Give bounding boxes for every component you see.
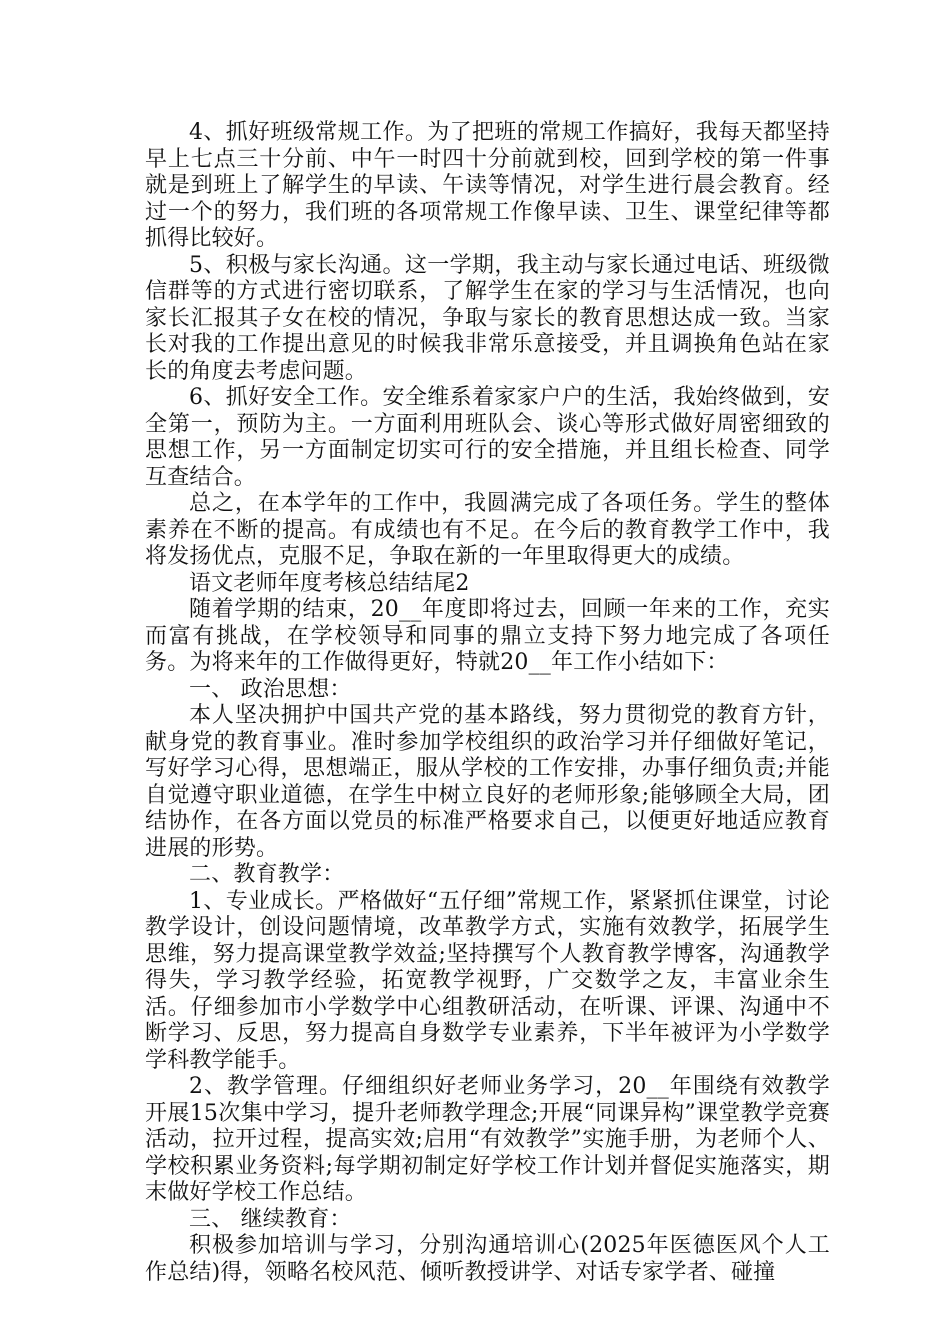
paragraph-class-routine: 4、抓好班级常规工作。为了把班的常规工作搞好，我每天都坚持早上七点三十分前、中午一时四十分前就到校，回到学校的第一件事就是到班上了解学生的早读、午读等情况，对学生进行晨会教育。经过一个的努力，我们班的各项常规工作像早读、卫生、课堂纪律等都抓得比较好。	[145, 120, 830, 251]
paragraph-safety-work: 6、抓好安全工作。安全维系着家家户户的生活，我始终做到，安全第一，预防为主。一方面利用班队会、谈心等形式做好周密细致的思想工作，另一方面制定切实可行的安全措施，并且组长检查、同学互查结合。	[145, 385, 830, 490]
section-title: 语文老师年度考核总结结尾2	[189, 570, 470, 596]
heading-education-teaching: 二、教育教学：	[189, 862, 345, 887]
paragraph-continuing-education: 积极参加培训与学习，分别沟通培训心(2025年医德医风个人工作总结)得，领略名校风范、倾听教授讲学、对话专家学者、碰撞	[145, 1233, 830, 1285]
paragraph-intro: 随着学期的结束，20__年度即将过去，回顾一年来的工作，充实而富有挑战，在学校领导和同事的鼎立支持下努力地完成了各项任务。为将来年的工作做得更好，特就20__年工作小结如下：	[145, 597, 830, 675]
document-body	[145, 120, 830, 1286]
paragraph-professional-growth: 1、专业成长。严格做好“五仔细”常规工作，紧紧抓住课堂，讨论教学设计，创设问题情境，改革教学方式，实施有效教学，拓展学生思维，努力提高课堂教学效益;坚持撰写个人教育教学博客，沟通教学得失，学习教学经验，拓宽教学视野，广交数学之友，丰富业余生活。仔细参加市小学数学中心组教研活动，在听课、评课、沟通中不断学习、反思，努力提高自身数学专业素养，下半年被评为小学数学学科教学能手。	[145, 888, 830, 1073]
heading-political-thought: 一、 政治思想：	[189, 676, 352, 702]
paragraph-political-thought: 本人坚决拥护中国共产党的基本路线，努力贯彻党的教育方针，献身党的教育事业。准时参加学校组织的政治学习并仔细做好笔记，写好学习心得，思想端正，服从学校的工作安排，办事仔细负责;并能自觉遵守职业道德，在学生中树立良好的老师形象;能够顾全大局，团结协作，在各方面以党员的标准严格要求自己，以便更好地适应教育进展的形势。	[145, 703, 830, 861]
heading-continuing-education: 三、 继续教育：	[189, 1206, 352, 1232]
paragraph-summary: 总之，在本学年的工作中，我圆满完成了各项任务。学生的整体素养在不断的提高。有成绩也有不足。在今后的教育教学工作中，我将发扬优点，克服不足，争取在新的一年里取得更大的成绩。	[145, 491, 830, 569]
paragraph-teaching-management: 2、教学管理。仔细组织好老师业务学习，20__年围绕有效教学开展15次集中学习，提升老师教学理念;开展“同课异构”课堂教学竞赛活动，拉开过程，提高实效;启用“有效教学”实施手册，为老师个人、学校积累业务资料;每学期初制定好学校工作计划并督促实施落实，期末做好学校工作总结。	[145, 1074, 830, 1205]
paragraph-parent-communication: 5、积极与家长沟通。这一学期，我主动与家长通过电话、班级微信群等的方式进行密切联系，了解学生在家的学习与生活情况，也向家长汇报其子女在校的情况，争取与家长的教育思想达成一致。当家长对我的工作提出意见的时候我非常乐意接受，并且调换角色站在家长的角度去考虑问题。	[145, 252, 830, 384]
